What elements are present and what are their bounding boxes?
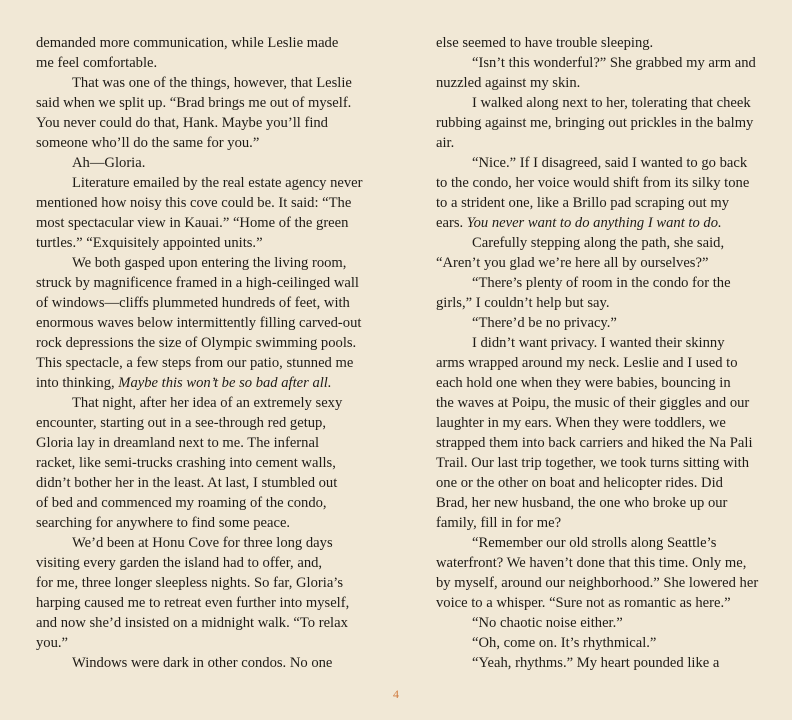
text-line xyxy=(36,653,358,673)
text-line xyxy=(36,373,358,393)
text-line xyxy=(36,53,358,73)
text-line xyxy=(36,33,358,53)
text-line xyxy=(436,333,758,353)
line-text: the waves at Poipu, the music of their giggles and our xyxy=(436,395,750,411)
text-line xyxy=(436,193,758,213)
line-text: “Yeah, rhythms.” My heart pounded like a xyxy=(472,655,720,671)
line-text: waterfront? We haven’t done that this time. Only me, xyxy=(436,555,747,571)
text-line xyxy=(436,633,758,653)
line-text: mentioned how noisy this cove could be. It said: “The xyxy=(36,195,352,211)
text-line xyxy=(36,273,358,293)
line-text: racket, like semi-trucks crashing into cement walls, xyxy=(36,455,336,471)
line-text: You never could do that, Hank. Maybe you’ll find xyxy=(36,115,328,131)
line-text: “Remember our old strolls along Seattle’s xyxy=(472,535,717,551)
line-text: Literature emailed by the real estate agency never xyxy=(72,175,363,191)
line-text: Ah—Gloria. xyxy=(72,155,146,171)
text-line xyxy=(36,593,358,613)
text-line xyxy=(36,113,358,133)
text-line xyxy=(36,393,358,413)
text-line xyxy=(36,633,358,653)
line-text: ears. xyxy=(436,215,467,231)
line-text: Trail. Our last trip together, we took turns sitting with xyxy=(436,455,750,471)
text-line xyxy=(436,293,758,313)
line-text: me feel comfortable. xyxy=(36,55,158,71)
line-text: harping caused me to retreat even further into myself, xyxy=(36,595,350,611)
text-line xyxy=(436,33,758,53)
line-text: turtles.” “Exquisitely appointed units.” xyxy=(36,235,263,251)
line-text: Gloria lay in dreamland next to me. The infernal xyxy=(36,435,319,451)
text-line xyxy=(436,613,758,633)
italic-text: Maybe this won’t be so bad after all. xyxy=(118,375,332,391)
line-text: of bed and commenced my roaming of the condo, xyxy=(36,495,327,511)
line-text: said when we split up. “Brad brings me out of myself. xyxy=(36,95,352,111)
line-text: to a strident one, like a Brillo pad scraping out my xyxy=(436,195,730,211)
text-line xyxy=(36,173,363,193)
line-text: to the condo, her voice would shift from its silky tone xyxy=(436,175,750,191)
line-text: didn’t bother her in the least. At last, I stumbled out xyxy=(36,475,338,491)
line-text: Windows were dark in other condos. No one xyxy=(72,655,333,671)
text-line xyxy=(436,393,758,413)
text-line xyxy=(36,253,358,273)
line-text: “Aren’t you glad we’re here all by ourselves?” xyxy=(436,255,709,271)
line-text: We both gasped upon entering the living room, xyxy=(72,255,347,271)
line-text: laughter in my ears. When they were toddlers, we xyxy=(436,415,726,431)
line-text: most spectacular view in Kauai.” “Home of the green xyxy=(36,215,349,231)
text-line xyxy=(436,573,758,593)
text-line xyxy=(436,233,758,253)
text-line xyxy=(436,93,758,113)
text-line xyxy=(36,213,358,233)
text-line xyxy=(36,613,358,633)
text-line xyxy=(36,413,358,433)
text-line xyxy=(36,513,358,533)
line-text: That was one of the things, however, that Leslie xyxy=(72,75,352,91)
text-line xyxy=(36,433,358,453)
text-line xyxy=(436,73,758,93)
line-text: strapped them into back carriers and hiked the Na Pali xyxy=(436,435,753,451)
text-line xyxy=(436,473,758,493)
line-text: “Nice.” If I disagreed, said I wanted to go back xyxy=(472,155,748,171)
line-text: searching for anywhere to find some peace. xyxy=(36,515,291,531)
line-text: girls,” I couldn’t help but say. xyxy=(436,295,610,311)
line-text: rubbing against me, bringing out prickles in the balmy xyxy=(436,115,754,131)
line-text: else seemed to have trouble sleeping. xyxy=(436,35,654,51)
line-text: visiting every garden the island had to offer, and, xyxy=(36,555,323,571)
text-line xyxy=(436,53,758,73)
line-text: “There’s plenty of room in the condo for the xyxy=(472,275,731,291)
text-line xyxy=(36,233,358,253)
line-text: I walked along next to her, tolerating that cheek xyxy=(472,95,751,111)
line-text: encounter, starting out in a see-through red getup, xyxy=(36,415,326,431)
text-line xyxy=(436,553,758,573)
text-line xyxy=(436,533,758,553)
line-text: arms wrapped around my neck. Leslie and I used to xyxy=(436,355,738,371)
line-text: of windows—cliffs plummeted hundreds of feet, with xyxy=(36,295,350,311)
line-text: you.” xyxy=(36,635,69,651)
page-number: 4 xyxy=(393,687,399,701)
text-line xyxy=(36,333,358,353)
text-line xyxy=(36,153,358,173)
text-line xyxy=(436,453,758,473)
text-line xyxy=(36,453,358,473)
line-text: air. xyxy=(436,135,455,151)
text-line xyxy=(436,253,758,273)
line-text: struck by magnificence framed in a high-ceilinged wall xyxy=(36,275,359,291)
text-line xyxy=(436,493,758,513)
italic-text: You never want to do anything I want to do. xyxy=(466,215,722,231)
line-text: into thinking, xyxy=(36,375,119,391)
text-line xyxy=(436,373,758,393)
text-line xyxy=(436,213,758,233)
right-text-column xyxy=(436,33,758,673)
text-line xyxy=(36,293,358,313)
text-line xyxy=(436,413,758,433)
text-line xyxy=(36,193,358,213)
line-text: voice to a whisper. “Sure not as romantic as here.” xyxy=(436,595,731,611)
line-text: for me, three longer sleepless nights. So far, Gloria’s xyxy=(36,575,344,591)
line-text: “No chaotic noise either.” xyxy=(472,615,623,631)
line-text: “Oh, come on. It’s rhythmical.” xyxy=(472,635,657,651)
text-line xyxy=(436,113,758,133)
text-line xyxy=(36,533,358,553)
text-line xyxy=(436,353,758,373)
text-line xyxy=(36,553,358,573)
line-text: Carefully stepping along the path, she said, xyxy=(472,235,725,251)
line-text: “There’d be no privacy.” xyxy=(472,315,617,331)
text-line xyxy=(36,133,358,153)
left-text-column xyxy=(36,33,363,673)
text-line xyxy=(436,173,758,193)
text-line xyxy=(436,513,758,533)
line-text: each hold one when they were babies, bouncing in xyxy=(436,375,731,391)
text-line xyxy=(36,473,358,493)
line-text: I didn’t want privacy. I wanted their skinny xyxy=(472,335,725,351)
line-text: Brad, her new husband, the one who broke up our xyxy=(436,495,728,511)
line-text: and now she’d insisted on a midnight walk. “To relax xyxy=(36,615,348,631)
text-line xyxy=(36,573,358,593)
text-line xyxy=(436,153,758,173)
line-text: “Isn’t this wonderful?” She grabbed my arm and xyxy=(472,55,756,71)
text-line xyxy=(436,133,758,153)
line-text: That night, after her idea of an extremely sexy xyxy=(72,395,343,411)
line-text: family, fill in for me? xyxy=(436,515,562,531)
text-line xyxy=(36,313,362,333)
text-line xyxy=(36,73,358,93)
line-text: by myself, around our neighborhood.” She lowered her xyxy=(436,575,759,591)
line-text: demanded more communication, while Leslie made xyxy=(36,35,339,51)
text-line xyxy=(436,653,758,673)
text-line xyxy=(36,493,358,513)
line-text: one or the other on boat and helicopter rides. Did xyxy=(436,475,723,491)
text-line xyxy=(36,93,358,113)
text-line xyxy=(436,433,758,453)
line-text: This spectacle, a few steps from our patio, stunned me xyxy=(36,355,354,371)
line-text: someone who’ll do the same for you.” xyxy=(36,135,260,151)
line-text: nuzzled against my skin. xyxy=(436,75,581,91)
line-text: enormous waves below intermittently filling carved-out xyxy=(36,315,362,331)
text-line xyxy=(436,313,758,333)
text-line xyxy=(436,593,758,613)
text-line xyxy=(36,353,358,373)
line-text: We’d been at Honu Cove for three long days xyxy=(72,535,333,551)
line-text: rock depressions the size of Olympic swimming pools. xyxy=(36,335,357,351)
text-line xyxy=(436,273,758,293)
